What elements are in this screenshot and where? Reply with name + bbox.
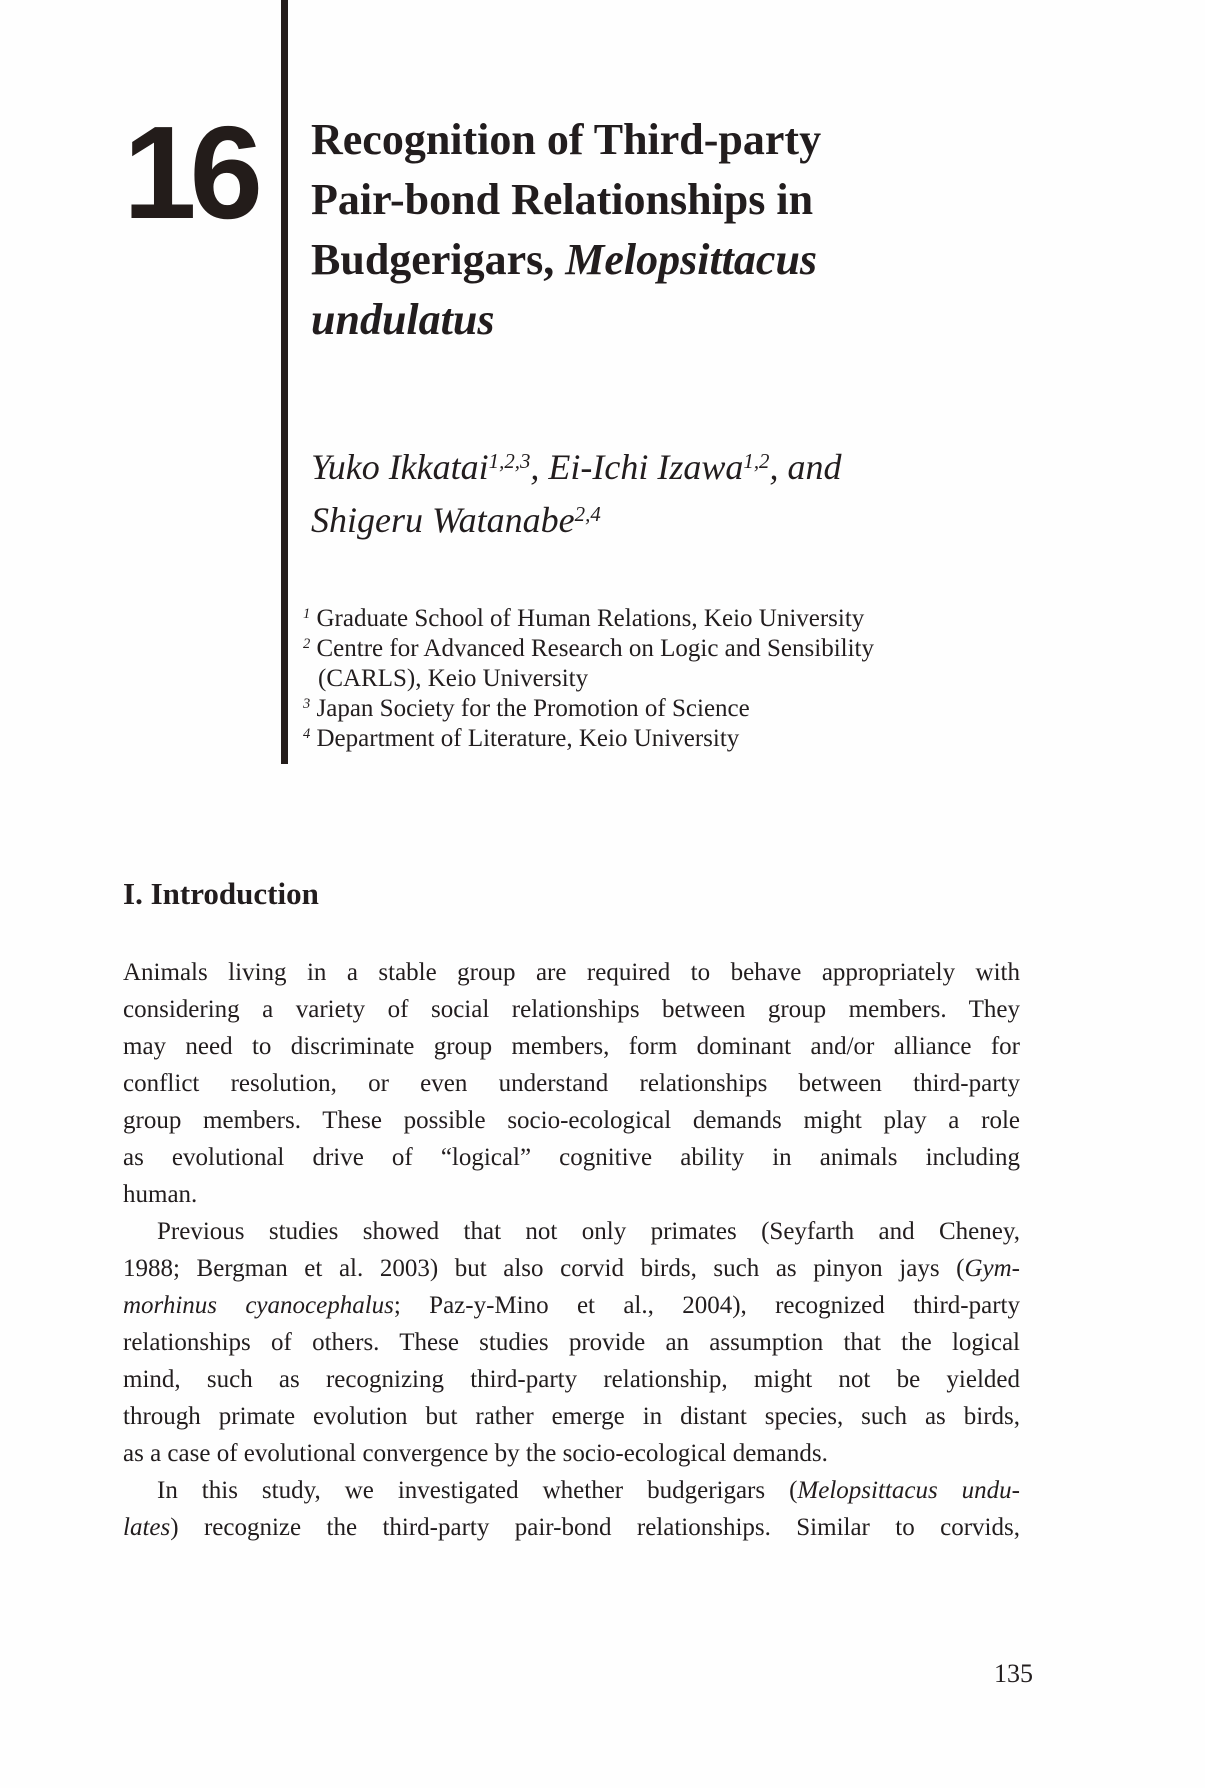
superscript: 1,2 [743,448,770,473]
text-segment: lates [123,1514,171,1541]
body-text-line [123,991,1020,1028]
body-text-line [123,1472,1020,1509]
text-segment: human. [123,1181,198,1208]
chapter-title [311,110,911,350]
body-text-line [123,1139,1020,1176]
text-segment: ; Paz-y-Mino et al., 2004), recognized third-party [393,1292,1020,1319]
text-segment: considering a variety of social relationships between group members. They [123,996,1020,1023]
text-segment: conflict resolution, or even understand relationships between third-party [123,1070,1020,1097]
text-segment: Previous studies showed that not only primates (Seyfarth and Cheney, [157,1218,1020,1245]
text-segment: Gym- [964,1255,1020,1282]
body-text-line [123,1176,1020,1213]
superscript: 2,4 [574,501,601,526]
affiliation-text: Department of Literature, Keio University [316,725,740,752]
section-heading-introduction: I. Introduction [123,876,319,911]
text-segment: Recognition of Third-party [311,115,822,164]
text-segment: mind, such as recognizing third-party relationship, might not be yielded [123,1366,1020,1393]
text-segment: , Ei-Ichi Izawa [530,447,744,487]
chapter-divider-rule [281,0,288,764]
affiliation-line [303,634,983,664]
affiliation-line [303,604,983,634]
body-text-line [123,1250,1020,1287]
affiliation-line [303,694,983,724]
body-text-line [123,1361,1020,1398]
text-segment: Pair-bond Relationships in [311,175,814,224]
text-segment: 1988; Bergman et al. 2003) but also corvid birds, such as pinyon jays ( [123,1255,965,1282]
chapter-number: 16 [123,99,256,246]
chapter-title-line [311,290,911,350]
text-segment: as evolutional drive of “logical” cognitive ability in animals including [123,1144,1020,1171]
chapter-title-line [311,170,911,230]
body-text-line [123,1287,1020,1324]
text-segment: ) recognize the third-party pair-bond relationships. Similar to corvids, [170,1514,1020,1541]
text-segment: Melopsittacus undu- [797,1477,1020,1504]
body-text-line [123,1509,1020,1546]
text-segment: undulatus [311,295,495,344]
text-segment: group members. These possible socio-ecological demands might play a role [123,1107,1020,1134]
affiliation-marker: 4 [303,726,311,743]
affiliations [303,604,983,754]
body-text-line [123,1324,1020,1361]
introduction-body [123,954,1020,1546]
affiliation-marker: 3 [303,696,311,713]
affiliation-line [303,664,983,694]
affiliation-text: Graduate School of Human Relations, Keio University [316,605,865,632]
text-segment: relationships of others. These studies provide an assumption that the logical [123,1329,1020,1356]
text-segment: through primate evolution but rather emerge in distant species, such as birds, [123,1403,1020,1430]
chapter-title-line [311,110,911,170]
text-segment: may need to discriminate group members, form dominant and/or alliance for [123,1033,1020,1060]
affiliation-line [303,724,983,754]
text-segment: Animals living in a stable group are required to behave appropriately with [123,959,1020,986]
author-line [311,441,951,494]
affiliation-text: Centre for Advanced Research on Logic and Sensibility [316,635,874,662]
affiliation-marker: 2 [303,636,311,653]
affiliation-marker: 1 [303,606,311,623]
text-segment: Budgerigars, [311,235,566,284]
body-text-line [123,1102,1020,1139]
body-text-line [123,1028,1020,1065]
page-number: 135 [994,1659,1033,1688]
affiliation-text: (CARLS), Keio University [318,665,589,692]
text-segment: In this study, we investigated whether budgerigars ( [157,1477,798,1504]
superscript: 1,2,3 [488,448,531,473]
body-text-line [123,1065,1020,1102]
body-text-line [123,1435,1020,1472]
body-text-line [123,1398,1020,1435]
body-text-line [123,1213,1020,1250]
body-text-line [123,954,1020,991]
author-line [311,494,951,547]
text-segment: Shigeru Watanabe [311,500,575,540]
text-segment: morhinus cyanocephalus [123,1292,394,1319]
text-segment: as a case of evolutional convergence by the socio-ecological demands. [123,1440,828,1467]
affiliation-text: Japan Society for the Promotion of Science [316,695,750,722]
authors [311,441,951,547]
text-segment: Melopsittacus [565,235,818,284]
text-segment: Yuko Ikkatai [311,447,489,487]
chapter-title-line [311,230,911,290]
text-segment: , and [769,447,842,487]
